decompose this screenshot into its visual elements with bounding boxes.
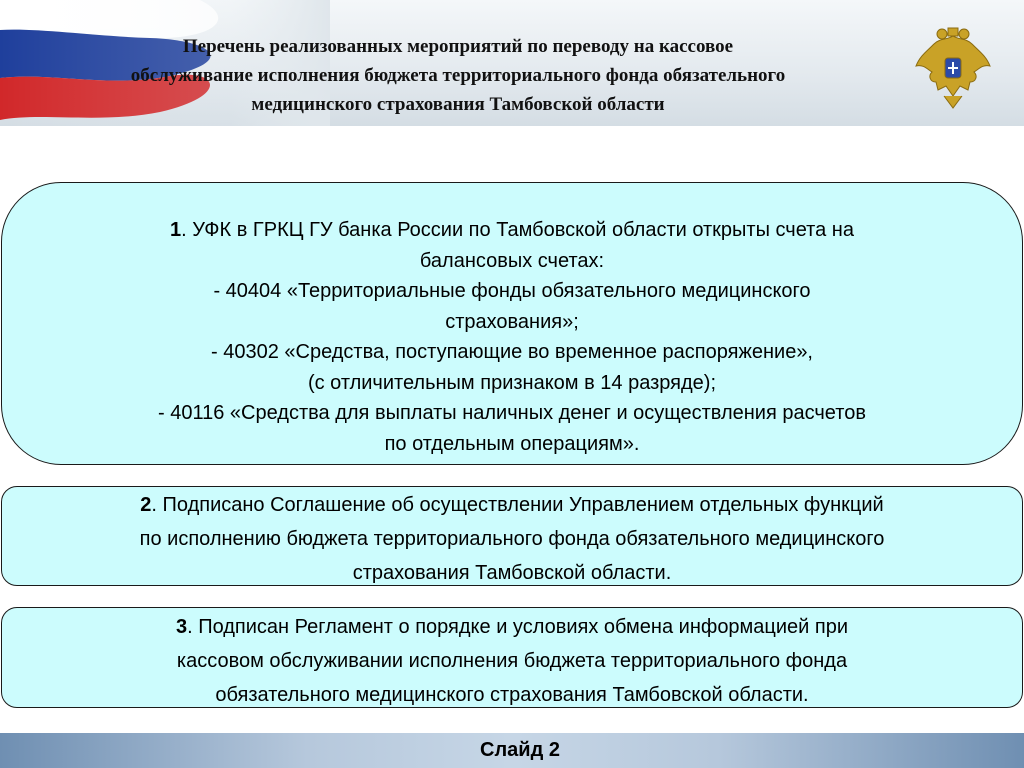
- slide-footer: [0, 733, 1024, 768]
- item-line: балансовых счетах:: [419, 249, 605, 272]
- item-line: страхования»;: [445, 310, 579, 333]
- slide-number-label: Слайд 2: [480, 739, 560, 761]
- item-2-first-line: [2, 488, 1022, 522]
- item-text: . Подписано Соглашение об осуществлении Управлением отдельных функций: [151, 494, 884, 516]
- title-line: обслуживание исполнения бюджета территориального фонда обязательного: [130, 65, 786, 86]
- item-number: 2: [140, 494, 152, 516]
- item-text: . УФК в ГРКЦ ГУ банка России по Тамбовской области открыты счета на: [181, 219, 854, 241]
- title-line: медицинского страхования Тамбовской области: [251, 94, 665, 115]
- item-number: 3: [175, 616, 188, 638]
- item-line: по отдельным операциям».: [384, 432, 640, 455]
- item-line: - 40116 «Средства для выплаты наличных денег и осуществления расчетов: [158, 402, 866, 424]
- item-line: кассовом обслуживании исполнения бюджета территориального фонда: [176, 650, 848, 672]
- item-line: обязательного медицинского страхования Тамбовской области.: [215, 684, 809, 706]
- item-line: страхования Тамбовской области.: [352, 562, 672, 584]
- item-line: (с отличительным признаком в 14 разряде);: [307, 371, 717, 394]
- item-1-first-line: [2, 215, 1022, 246]
- item-text: . Подписан Регламент о порядке и условиях обмена информацией при: [187, 616, 849, 638]
- item-3-first-line: [2, 610, 1022, 644]
- item-line: - 40404 «Территориальные фонды обязательного медицинского: [213, 280, 811, 302]
- double-headed-eagle-emblem-icon: [914, 26, 992, 110]
- item-line: по исполнению бюджета территориального фонда обязательного медицинского: [139, 528, 885, 550]
- slide-header: [0, 0, 1024, 126]
- item-number: 1: [170, 219, 182, 241]
- item-2-box: [1, 486, 1023, 586]
- item-line: - 40302 «Средства, поступающие во временное распоряжение»,: [211, 341, 813, 363]
- item-3-box: [1, 607, 1023, 708]
- title-line: Перечень реализованных мероприятий по переводу на кассовое: [182, 36, 734, 57]
- item-1-box: [1, 182, 1023, 465]
- page-title: [8, 32, 908, 119]
